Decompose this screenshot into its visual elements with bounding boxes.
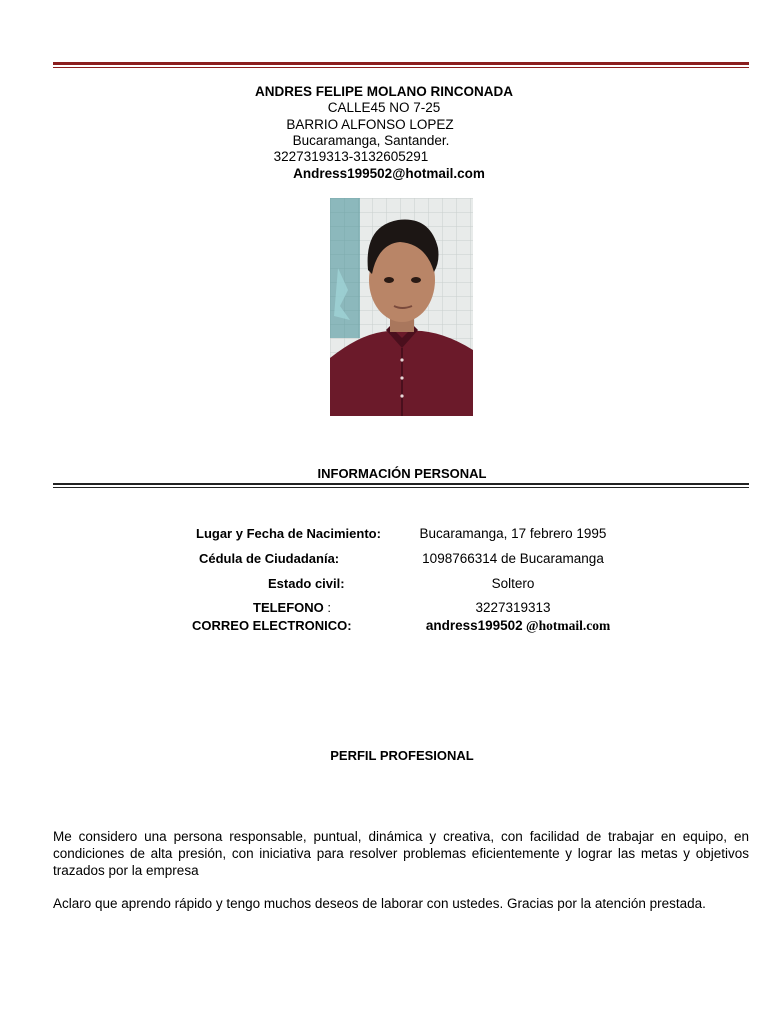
email-label: CORREO ELECTRONICO:	[192, 618, 352, 633]
profile-title: PERFIL PROFESIONAL	[330, 748, 474, 763]
profile-paragraph-2: Aclaro que aprendo rápido y tengo muchos deseos de laborar con ustedes. Gracias por la atención prestada.	[53, 896, 706, 911]
candidate-name: ANDRES FELIPE MOLANO RINCONADA	[254, 84, 513, 99]
birth-value: Bucaramanga, 17 febrero 1995	[419, 526, 607, 541]
phone-value: 3227319313	[475, 600, 551, 615]
birth-label: Lugar y Fecha de Nacimiento:	[196, 526, 381, 541]
city-line: Bucaramanga, Santander.	[292, 133, 450, 148]
section-rule-thick	[53, 483, 749, 485]
portrait-illustration	[330, 198, 473, 416]
phone-label-text: TELEFONO	[253, 600, 324, 615]
phone-label	[253, 600, 331, 616]
phone-line: 3227319313-3132605291	[273, 149, 429, 164]
id-value: 1098766314 de Bucaramanga	[422, 551, 604, 566]
section-rule-thin	[53, 487, 749, 488]
personal-info-title: INFORMACIÓN PERSONAL	[317, 466, 487, 481]
civil-status-value: Soltero	[491, 576, 535, 591]
profile-paragraph-1: Me considero una persona responsable, puntual, dinámica y creativa, con facilidad de trabajar en equipo, en condiciones de alta presión, con iniciativa para resolver problemas eficientemente y lograr las metas y objetivos trazados por la empresa	[53, 829, 749, 878]
header-rule-thin	[53, 67, 749, 68]
profile-photo	[330, 198, 473, 416]
civil-status-label: Estado civil:	[268, 576, 345, 591]
email-line: Andress199502@hotmail.com	[293, 166, 485, 181]
id-label: Cédula de Ciudadanía:	[199, 551, 340, 566]
header-rule-thick	[53, 62, 749, 65]
address-line-2: BARRIO ALFONSO LOPEZ	[286, 117, 454, 132]
email-value	[413, 618, 623, 634]
phone-label-colon: :	[323, 600, 332, 615]
email-user: andress199502	[425, 618, 523, 633]
address-line-1: CALLE45 NO 7-25	[327, 100, 441, 115]
email-domain: @hotmail.com	[522, 618, 611, 633]
